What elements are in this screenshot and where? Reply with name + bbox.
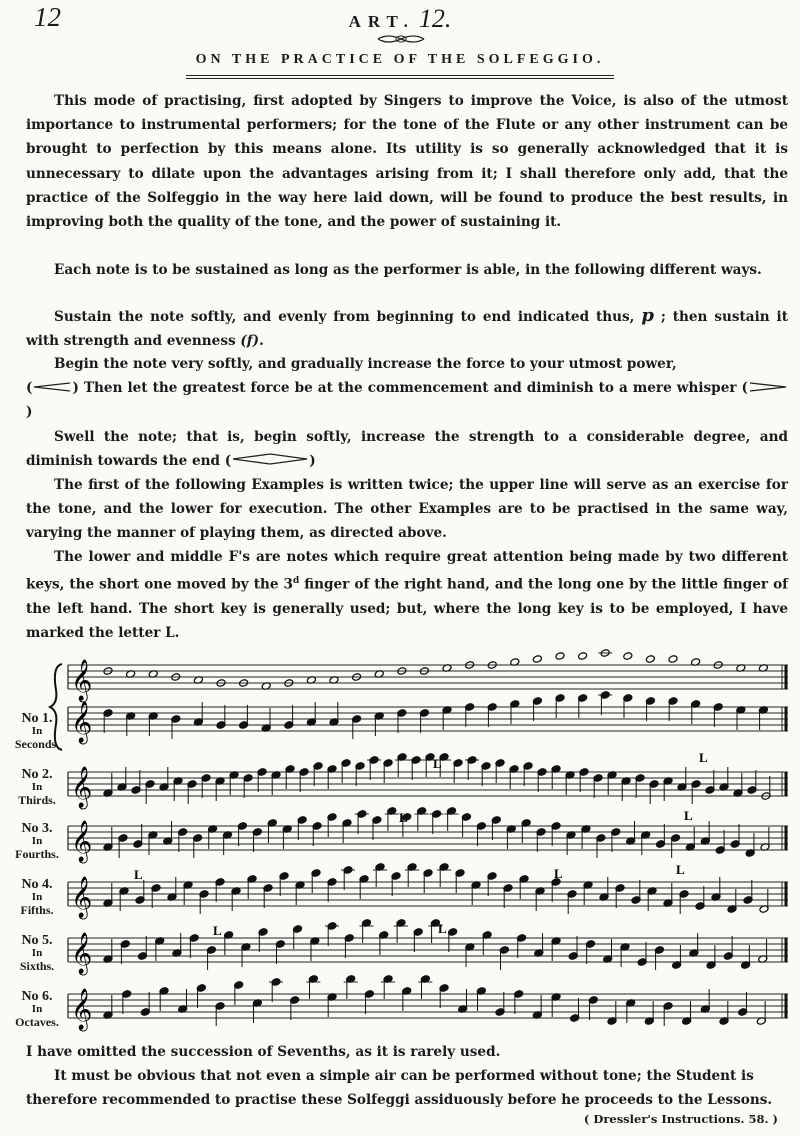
decrescendo-text: Then let the greatest force be at the commencement and diminish to a mere whisper bbox=[83, 380, 737, 397]
keys-text: The lower and middle F's are notes which require great attention being made by two different keys, the short one moved by the 3 bbox=[26, 549, 788, 593]
long-key-mark: L bbox=[699, 750, 708, 765]
example-interval: Octaves. bbox=[15, 1015, 59, 1029]
long-key-mark: L bbox=[399, 810, 408, 825]
example-number: No 4. bbox=[21, 877, 53, 892]
citation: ( Dressler's Instructions. 58. ) bbox=[583, 1112, 778, 1126]
closing-paragraph: It must be obvious that not even a simple air can be performed without tone; the Student is therefore recommended to practise these Solfeggi assiduously before he proceeds to the Lessons. bbox=[26, 1068, 773, 1108]
example-in: In bbox=[31, 947, 43, 959]
paragraph-swell: Swell the note; that is, begin softly, increase the strength to a considerable degree, and diminish towards the end ( ) bbox=[26, 429, 788, 470]
paragraph-examples: The first of the following Examples is written twice; the upper line will serve as an exercise for the tone, and the lower for execution. The other Examples are to be practised in the same way, varying the manner of playing them, as directed above. bbox=[26, 477, 788, 542]
example-interval: Thirds. bbox=[18, 793, 56, 807]
example-in: In bbox=[31, 725, 43, 737]
sustain-text-2: ; then sustain it with strength and evenness bbox=[26, 309, 788, 350]
paragraph-intro: This mode of practising, first adopted by Singers to improve the Voice, is also of the utmost importance to instrumental performers; for the tone of the Flute or any other instrument can be brought to perfection by this means alone. Its utility is so generally acknowledged that it is unnecessary to dilate upon the advantages arising from it; I shall therefore only add, that the practice of the Solfeggio in the way here laid down, will be found to produce the best results, in improving both the quality of the tone, and the power of sustaining it. bbox=[26, 93, 788, 231]
example-number: No 2. bbox=[21, 767, 53, 782]
swell-text: Swell the note; that is, begin softly, increase the strength to a considerable degree, and diminish towards the end bbox=[26, 429, 788, 470]
long-key-mark: L bbox=[676, 862, 685, 877]
note-head bbox=[555, 652, 565, 661]
crescendo-text: Begin the note very softly, and gradually increase the force to your utmost power, bbox=[54, 356, 677, 372]
article-label: ART. bbox=[348, 12, 415, 31]
note-head bbox=[645, 655, 655, 664]
long-key-mark: L bbox=[134, 867, 143, 882]
ordinal-suffix: d bbox=[292, 576, 300, 587]
keys-text-2: finger of the right hand, and the long one by the little finger of the left hand. The short key is generally used; but, where the long key is to be employed, I have marked the letter L. bbox=[26, 576, 788, 642]
long-key-mark: L bbox=[433, 756, 442, 771]
piano-symbol: p bbox=[641, 305, 654, 326]
section-title: ON THE PRACTICE OF THE SOLFEGGIO. bbox=[195, 52, 605, 67]
example-interval: Fifths. bbox=[20, 903, 54, 917]
treble-clef-icon: 𝄞 bbox=[71, 767, 93, 808]
note-head bbox=[668, 655, 678, 664]
example-number: No 6. bbox=[21, 989, 53, 1004]
example-in: In bbox=[31, 891, 43, 903]
example-in: In bbox=[31, 1003, 43, 1015]
long-key-mark: L bbox=[438, 921, 447, 936]
paragraph-crescendo: Begin the note very softly, and gradually increase the force to your utmost power, ( ) Then let the greatest force be at the commencement and diminish to a mere whisper () bbox=[26, 352, 788, 425]
long-key-mark: L bbox=[554, 866, 563, 881]
treble-clef-icon: 𝄞 bbox=[71, 660, 93, 701]
example-interval: Sixths. bbox=[19, 959, 55, 973]
example-number: No 1. bbox=[21, 711, 53, 726]
paragraph-ways: Each note is to be sustained as long as the performer is able, in the following different ways. bbox=[54, 262, 762, 278]
note-head bbox=[532, 655, 542, 664]
page-number: 12 bbox=[34, 2, 61, 32]
treble-clef-icon: 𝄞 bbox=[71, 821, 93, 862]
article-number: 12. bbox=[418, 4, 452, 33]
treble-clef-icon: 𝄞 bbox=[71, 702, 93, 743]
treble-clef-icon: 𝄞 bbox=[71, 989, 93, 1030]
example-interval: Seconds. bbox=[14, 737, 60, 751]
brace-icon bbox=[50, 664, 62, 750]
closing-note: I have omitted the succession of Sevenths, as it is rarely used. bbox=[26, 1044, 501, 1060]
example-number: No 5. bbox=[21, 933, 53, 948]
long-key-mark: L bbox=[213, 923, 222, 938]
example-interval: Fourths. bbox=[15, 847, 59, 861]
note-head bbox=[578, 652, 588, 661]
example-in: In bbox=[31, 781, 43, 793]
treble-clef-icon: 𝄞 bbox=[71, 877, 93, 918]
sustain-text: Sustain the note softly, and evenly from beginning to end indicated thus, bbox=[54, 309, 635, 325]
example-in: In bbox=[31, 835, 43, 847]
note-head bbox=[623, 652, 633, 661]
long-key-mark: L bbox=[684, 808, 693, 823]
forte-symbol: (f). bbox=[240, 333, 264, 350]
example-number: No 3. bbox=[21, 821, 53, 836]
treble-clef-icon: 𝄞 bbox=[71, 933, 93, 974]
